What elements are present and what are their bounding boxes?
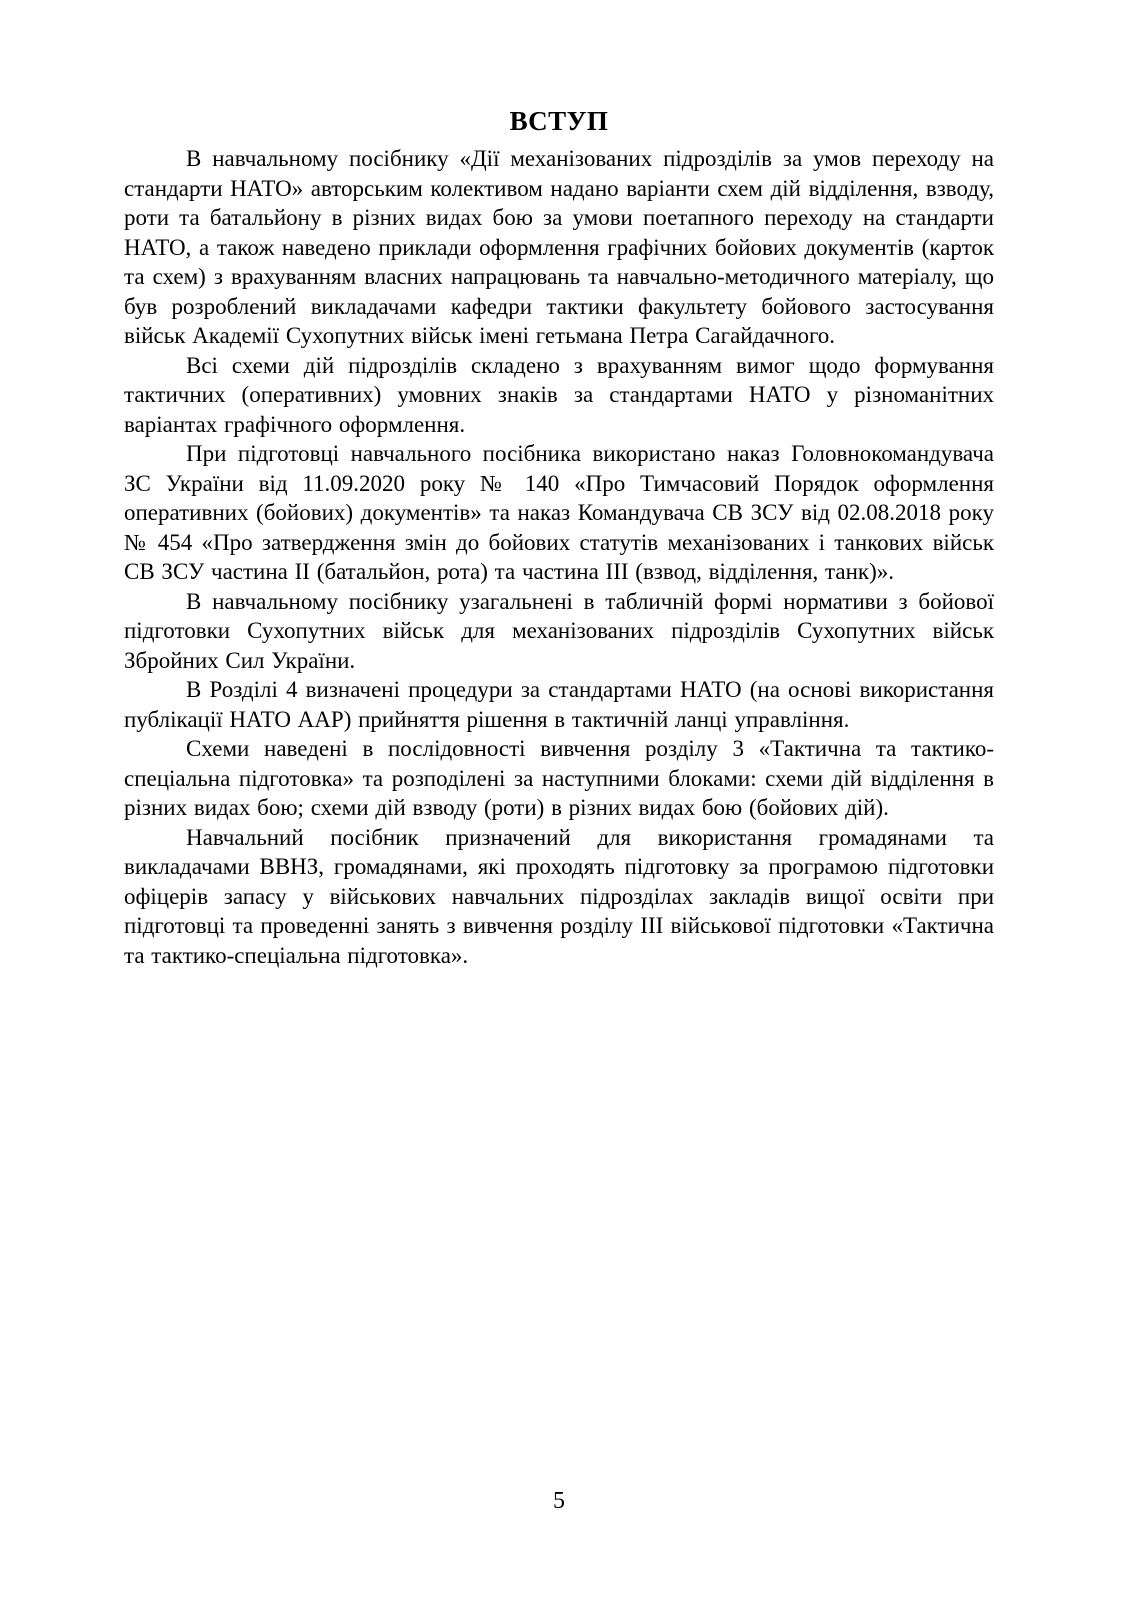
paragraph-intro-manual: В навчальному посібнику «Дії механізованих підрозділів за умов переходу на стандарти НАТО» авторським колективом надано варіанти схем дій відділення, взводу, роти та батальйону в різних видах бою за умови поетапного переходу на стандарти НАТО, а також наведено приклади оформлення графічних бойових документів (карток та схем) з врахуванням власних напрацювань та навчально-методичного матеріалу, що був розроблений викладачами кафедри тактики факультету бойового застосування військ Академії Сухопутних військ імені гетьмана Петра Сагайдачного.: [124, 146, 994, 348]
paragraph-section4-procedures: В Розділі 4 визначені процедури за стандартами НАТО (на основі використання публікації НАТО ААР) прийняття рішення в тактичній ланці управління.: [124, 677, 994, 732]
paragraph-schemes-requirements: Всі схеми дій підрозділів складено з врахуванням вимог щодо формування тактичних (оперативних) умовних знаків за стандартами НАТО у різноманітних варіантах графічного оформлення.: [124, 352, 994, 437]
paragraph-orders-used: При підготовці навчального посібника використано наказ Головнокомандувача ЗС України від 11.09.2020 року № 140 «Про Тимчасовий Порядок оформлення оперативних (бойових) документів» та наказ Командувача СВ ЗСУ від 02.08.2018 року № 454 «Про затвердження змін до бойових статутів механізованих і танкових військ СВ ЗСУ частина ІІ (батальйон, рота) та частина ІІІ (взвод, відділення, танк)».: [124, 441, 994, 584]
paragraph-table-norms: В навчальному посібнику узагальнені в табличній формі нормативи з бойової підготовки Сухопутних військ для механізованих підрозділів Сухопутних військ Збройних Сил України.: [124, 588, 994, 673]
page-title: ВСТУП: [509, 106, 609, 136]
text-block: [124, 104, 994, 970]
paragraph-schemes-order: Схеми наведені в послідовності вивчення розділу 3 «Тактична та тактико-спеціальна підготовка» та розподілені за наступними блоками: схеми дій відділення в різних видах бою; схеми дій взводу (роти) в різних видах бою (бойових дій).: [124, 736, 994, 820]
page-number: 5: [553, 1488, 565, 1514]
paragraph-intended-use: Навчальний посібник призначений для використання громадянами та викладачами ВВНЗ, громадянами, які проходять підготовку за програмою підготовки офіцерів запасу у військових навчальних підрозділах закладів вищої освіти при підготовці та проведенні занять з вивчення розділу ІІІ військової підготовки «Тактична та тактико-спеціальна підготовка».: [124, 824, 994, 968]
